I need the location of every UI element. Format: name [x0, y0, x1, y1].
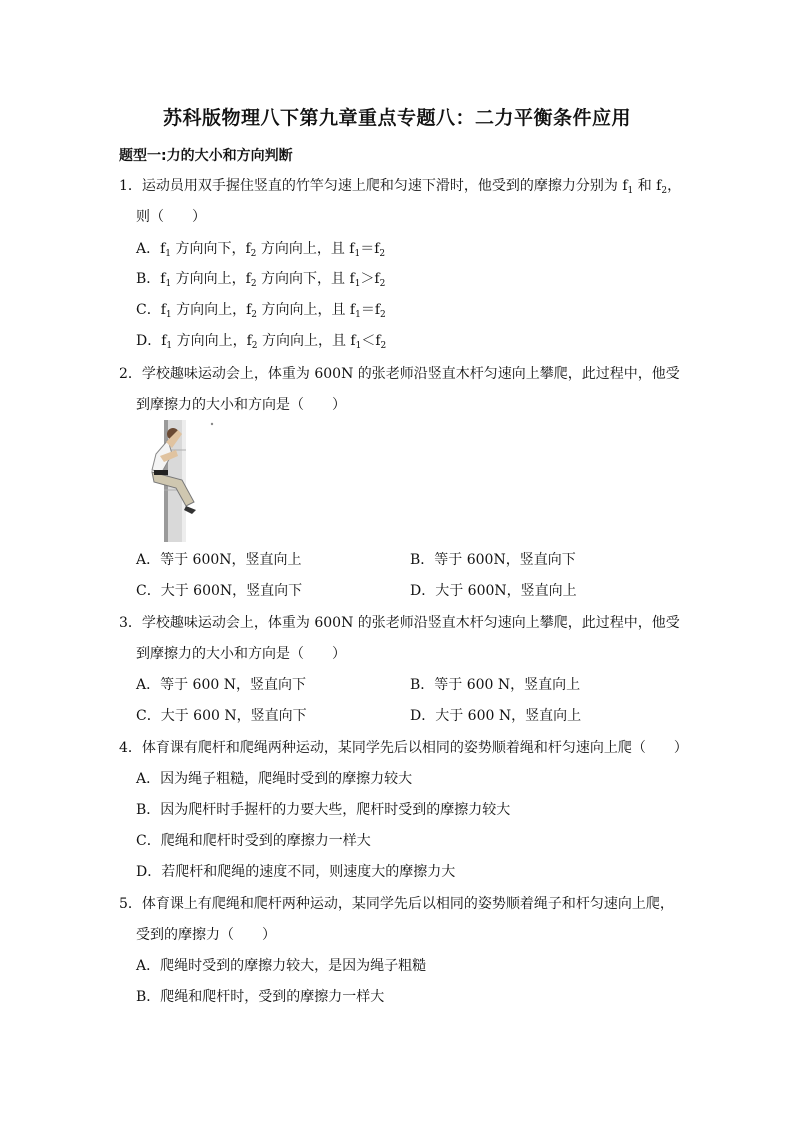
question-3-option-b[interactable]: B．等于 600 N，竖直向上 [410, 677, 581, 693]
question-3-option-d[interactable]: D．大于 600 N，竖直向上 [410, 708, 582, 724]
question-2-option-b[interactable]: B．等于 600N，竖直向下 [410, 552, 576, 568]
pole-climber-figure [138, 420, 218, 542]
section-heading: 题型一:力的大小和方向判断 [119, 148, 293, 164]
question-4-option-b[interactable]: B．因为爬杆时手握杆的力要大些，爬杆时受到的摩擦力较大 [136, 802, 511, 818]
question-1-option-d[interactable]: D．$f_1$ 方向向上，$f_2$ 方向向上，且 $f_1<f_2$ [136, 333, 387, 351]
question-5-option-a[interactable]: A．爬绳时受到的摩擦力较大，是因为绳子粗糙 [136, 958, 427, 974]
question-4-option-c[interactable]: C．爬绳和爬杆时受到的摩擦力一样大 [136, 833, 371, 849]
question-3-stem: 3．学校趣味运动会上，体重为 600N 的张老师沿竖直木杆匀速向上攀爬，此过程中，他受 [119, 615, 680, 631]
question-5-option-b[interactable]: B．爬绳和爬杆时，受到的摩擦力一样大 [136, 989, 385, 1005]
question-2-option-a[interactable]: A．等于 600N，竖直向上 [136, 552, 302, 568]
question-3-option-a[interactable]: A．等于 600 N，竖直向下 [136, 677, 306, 693]
question-1-stem-continued: 则（ ） [136, 209, 206, 225]
question-4-option-a[interactable]: A．因为绳子粗糙，爬绳时受到的摩擦力较大 [136, 771, 413, 787]
question-4-option-d[interactable]: D．若爬杆和爬绳的速度不同，则速度大的摩擦力大 [136, 864, 456, 880]
question-1-option-b[interactable]: B．$f_1$ 方向向上，$f_2$ 方向向下，且 $f_1>f_2$ [136, 271, 386, 289]
question-3-stem-continued: 到摩擦力的大小和方向是（ ） [136, 646, 346, 662]
question-4-stem: 4．体育课有爬杆和爬绳两种运动，某同学先后以相同的姿势顺着绳和杆匀速向上爬（ ） [119, 740, 688, 756]
question-3-option-c[interactable]: C．大于 600 N，竖直向下 [136, 708, 307, 724]
question-2-stem: 2．学校趣味运动会上，体重为 600N 的张老师沿竖直木杆匀速向上攀爬，此过程中，他受 [119, 366, 680, 382]
question-1-option-a[interactable]: A．$f_1$ 方向向下，$f_2$ 方向向上，且 $f_1=f_2$ [136, 241, 386, 259]
question-2-option-c[interactable]: C．大于 600N，竖直向下 [136, 583, 303, 599]
question-2-stem-continued: 到摩擦力的大小和方向是（ ） [136, 397, 346, 413]
page-title: 苏科版物理八下第九章重点专题八：二力平衡条件应用 [162, 107, 631, 129]
question-2-option-d[interactable]: D．大于 600N，竖直向上 [410, 583, 577, 599]
question-5-stem: 5．体育课上有爬绳和爬杆两种运动，某同学先后以相同的姿势顺着绳子和杆匀速向上爬， [119, 896, 674, 912]
question-5-stem-continued: 受到的摩擦力（ ） [136, 927, 276, 943]
question-1-stem: 1．运动员用双手握住竖直的竹竿匀速上爬和匀速下滑时，他受到的摩擦力分别为 $f_1$ 和 $f_2$， [119, 178, 682, 196]
question-1-option-c[interactable]: C．$f_1$ 方向向上，$f_2$ 方向向上，且 $f_1=f_2$ [136, 302, 386, 320]
